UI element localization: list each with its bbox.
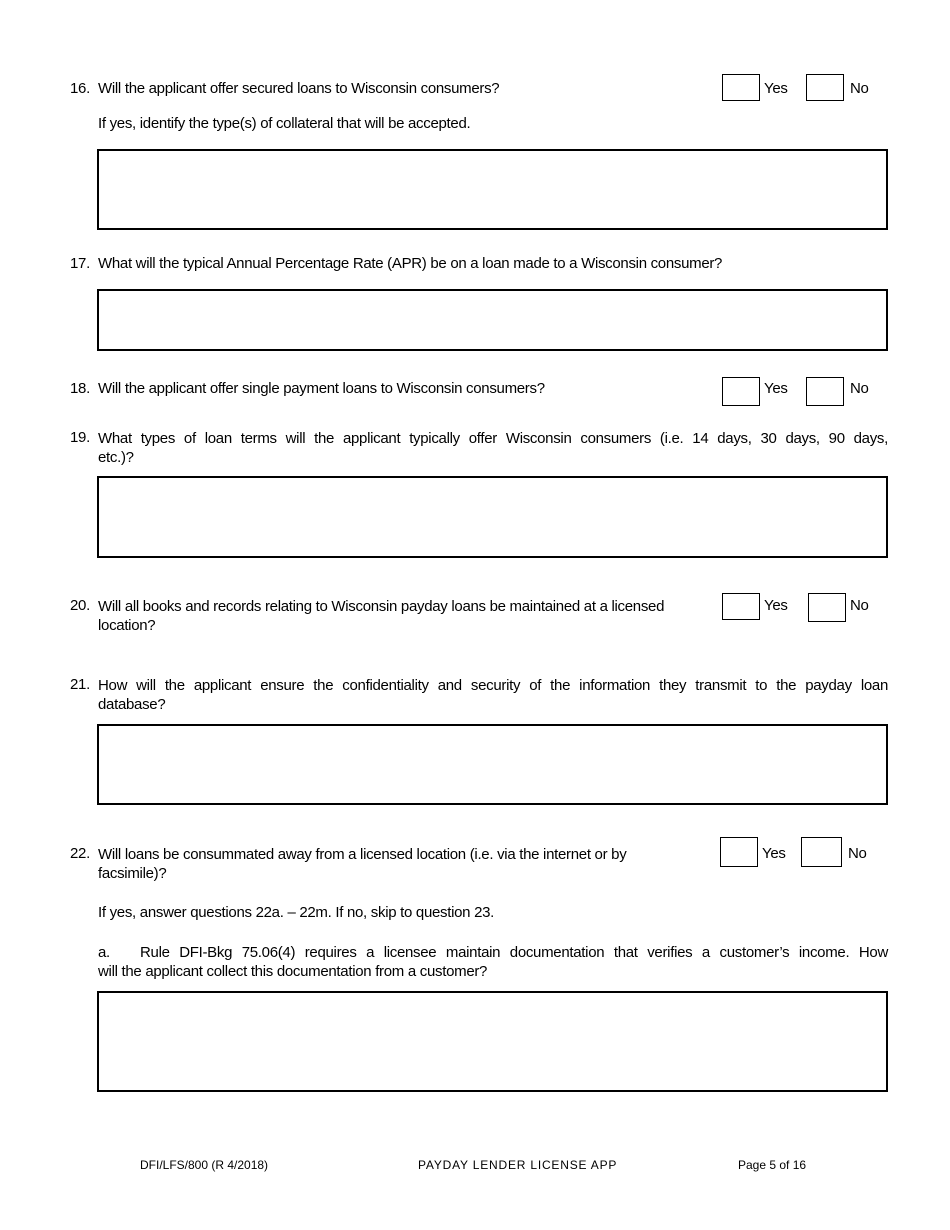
q16-followup: If yes, identify the type(s) of collateral that will be accepted. bbox=[98, 115, 471, 132]
q16-collateral-answer-box[interactable] bbox=[97, 149, 888, 230]
q18-no-checkbox[interactable] bbox=[806, 377, 844, 406]
q21-security-answer-box[interactable] bbox=[97, 724, 888, 805]
q16-no-checkbox[interactable] bbox=[806, 74, 844, 101]
q20-no-label: No bbox=[850, 597, 869, 614]
q16-text: Will the applicant offer secured loans to Wisconsin consumers? bbox=[98, 80, 500, 97]
q22a-text-line1: Rule DFI-Bkg 75.06(4) requires a licensee maintain documentation that verifies a customer’s income. How bbox=[140, 944, 888, 961]
q17-apr-answer-box[interactable] bbox=[97, 289, 888, 351]
q17-text: What will the typical Annual Percentage Rate (APR) be on a loan made to a Wisconsin consumer? bbox=[98, 255, 723, 272]
q20-number: 20. bbox=[70, 597, 90, 614]
q18-no-label: No bbox=[850, 380, 869, 397]
q19-number: 19. bbox=[70, 429, 90, 446]
footer-form-id: DFI/LFS/800 (R 4/2018) bbox=[140, 1158, 269, 1172]
q18-number: 18. bbox=[70, 380, 90, 397]
q20-text-line1: Will all books and records relating to Wisconsin payday loans be maintained at a licensed bbox=[98, 598, 665, 615]
q20-no-checkbox[interactable] bbox=[808, 593, 846, 622]
q16-yes-label: Yes bbox=[764, 80, 788, 97]
q22-text bbox=[98, 845, 713, 883]
q19-loan-terms-answer-box[interactable] bbox=[97, 476, 888, 558]
q22-instruction: If yes, answer questions 22a. – 22m. If no, skip to question 23. bbox=[98, 904, 495, 921]
q22-text-line2: facsimile)? bbox=[98, 865, 167, 882]
q21-text-line2: database? bbox=[98, 696, 166, 713]
q22-no-checkbox[interactable] bbox=[801, 837, 842, 867]
q18-text: Will the applicant offer single payment loans to Wisconsin consumers? bbox=[98, 380, 545, 397]
q21-number: 21. bbox=[70, 676, 90, 693]
q22-text-line1: Will loans be consummated away from a licensed location (i.e. via the internet or by bbox=[98, 846, 627, 863]
q18-yes-checkbox[interactable] bbox=[722, 377, 760, 406]
q16-yes-checkbox[interactable] bbox=[722, 74, 760, 101]
q20-text-line2: location? bbox=[98, 617, 156, 634]
q21-text-line1: How will the applicant ensure the confidentiality and security of the information they transmit to the payday loan bbox=[98, 677, 888, 694]
q22-yes-checkbox[interactable] bbox=[720, 837, 758, 867]
q16-number: 16. bbox=[70, 80, 90, 97]
q16-no-label: No bbox=[850, 80, 869, 97]
q17-number: 17. bbox=[70, 255, 90, 272]
q22a-label: a. bbox=[98, 944, 110, 961]
q22a-line1 bbox=[98, 943, 888, 962]
q20-text bbox=[98, 597, 713, 635]
q22-number: 22. bbox=[70, 845, 90, 862]
q22a-text-line2: will the applicant collect this documentation from a customer? bbox=[98, 963, 488, 980]
q19-text-line1: What types of loan terms will the applicant typically offer Wisconsin consumers (i.e. 14 days, 30 days, 90 days, bbox=[98, 430, 888, 447]
q22-no-label: No bbox=[848, 845, 867, 862]
q22-yes-label: Yes bbox=[762, 845, 786, 862]
q22a-income-documentation-answer-box[interactable] bbox=[97, 991, 888, 1092]
q22a-text bbox=[98, 943, 888, 981]
q19-text-line2: etc.)? bbox=[98, 449, 134, 466]
footer-page-number: Page 5 of 16 bbox=[738, 1158, 807, 1172]
q20-yes-checkbox[interactable] bbox=[722, 593, 760, 620]
footer-title: PAYDAY LENDER LICENSE APP bbox=[418, 1158, 618, 1172]
q21-text bbox=[98, 676, 888, 714]
q19-text bbox=[98, 429, 888, 467]
q18-yes-label: Yes bbox=[764, 380, 788, 397]
q20-yes-label: Yes bbox=[764, 597, 788, 614]
